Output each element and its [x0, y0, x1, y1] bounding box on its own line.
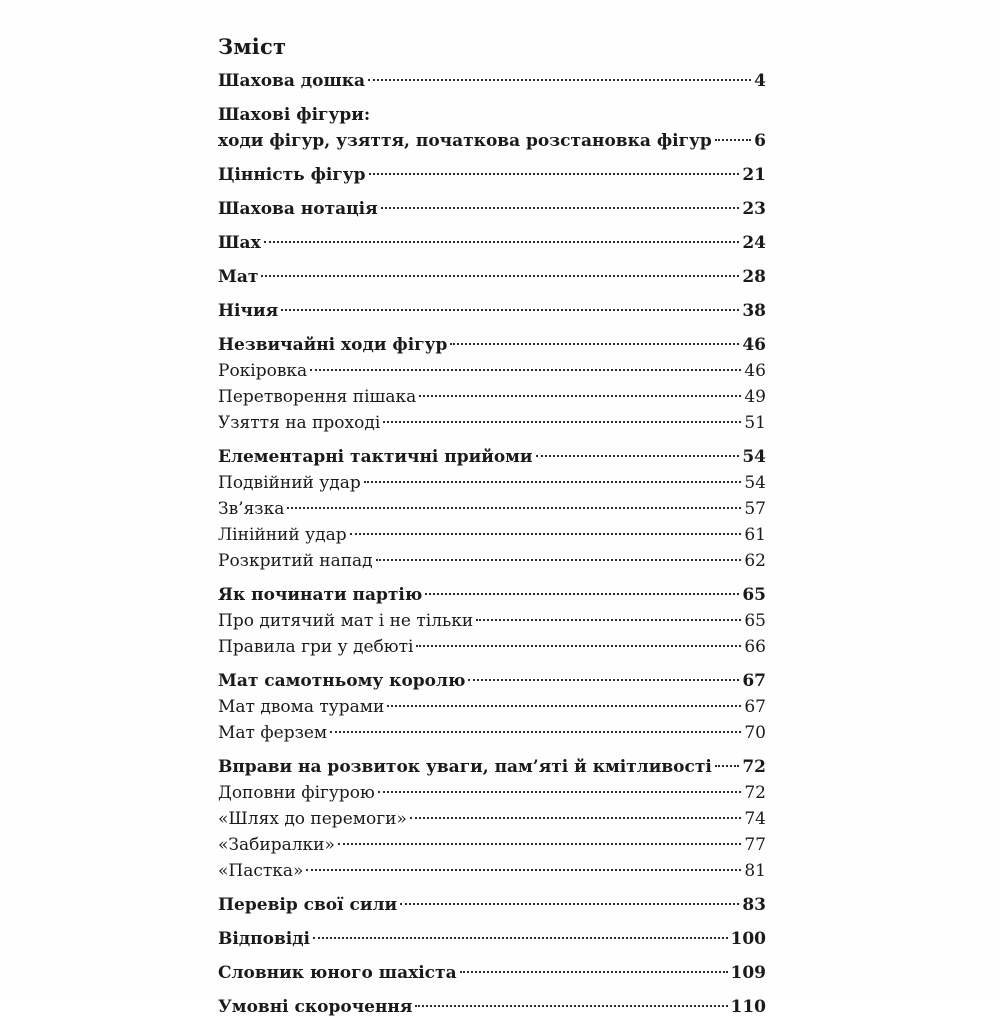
dot-leader: [715, 139, 751, 141]
toc-entry-page-number: 21: [742, 165, 766, 185]
toc-entry: [218, 806, 766, 832]
toc-entry-label: Шахові фігури:: [218, 105, 371, 125]
toc-entry-page-number: 70: [744, 723, 766, 743]
toc-entry: [218, 608, 766, 634]
dot-leader: [450, 343, 739, 345]
toc-entry-page-number: 100: [730, 929, 766, 949]
toc-entry-label: Шахова нотація: [218, 199, 378, 219]
dot-leader: [338, 843, 741, 845]
toc-entry: [218, 444, 766, 470]
toc-entry-page-number: 46: [744, 361, 766, 381]
toc-entry: [218, 926, 766, 952]
dot-leader: [287, 507, 741, 509]
toc-entry: [218, 754, 766, 780]
dot-leader: [376, 559, 742, 561]
toc-entry-label: Узяття на проході: [218, 413, 381, 433]
toc-entry: [218, 548, 766, 574]
dot-leader: [261, 275, 739, 277]
toc-entry-page-number: 77: [744, 835, 766, 855]
toc-entry-page-number: 61: [744, 525, 766, 545]
toc-entry-page-number: 110: [730, 997, 766, 1017]
toc-entry: [218, 470, 766, 496]
toc-entry-label: Шах: [218, 233, 261, 253]
toc-entry: [218, 102, 766, 128]
dot-leader: [400, 903, 739, 905]
toc-entry: [218, 162, 766, 188]
toc-entry: [218, 832, 766, 858]
toc-entry: [218, 720, 766, 746]
toc-entry: [218, 694, 766, 720]
dot-leader: [369, 173, 740, 175]
toc-entry-label: Як починати партію: [218, 585, 423, 605]
dot-leader: [378, 791, 742, 793]
toc-entry-page-number: 38: [742, 301, 766, 321]
toc-entry-label: Умовні скорочення: [218, 997, 413, 1017]
toc-entry-page-number: 66: [744, 637, 766, 657]
toc-entry-label: Про дитячий мат і не тільки: [218, 611, 474, 631]
toc-entry-label: Відповіді: [218, 929, 310, 949]
toc-entry-page-number: 6: [754, 131, 766, 151]
dot-leader: [310, 369, 741, 371]
toc-entry-page-number: 51: [744, 413, 766, 433]
toc-entry-label: «Пастка»: [218, 861, 304, 881]
toc-entry-label: Подвійний удар: [218, 473, 361, 493]
toc-entry-page-number: 72: [744, 783, 766, 803]
dot-leader: [368, 79, 751, 81]
toc-entry-label: Елементарні тактичні прийоми: [218, 447, 533, 467]
toc-entry: [218, 858, 766, 884]
page-title: Зміст: [218, 34, 287, 59]
dot-leader: [425, 593, 739, 595]
toc-entry-page-number: 67: [744, 697, 766, 717]
dot-leader: [313, 937, 728, 939]
toc-entry-label: Мат двома турами: [218, 697, 385, 717]
dot-leader: [468, 679, 739, 681]
toc-entry: [218, 264, 766, 290]
toc-entry-page-number: 81: [744, 861, 766, 881]
toc-list: [218, 68, 766, 1020]
toc-entry: [218, 960, 766, 986]
toc-entry-label: Доповни фігурою: [218, 783, 375, 803]
toc-entry-page-number: 54: [744, 473, 766, 493]
dot-leader: [410, 817, 742, 819]
toc-entry-label: Мат ферзем: [218, 723, 328, 743]
toc-entry-label: Незвичайні ходи фігур: [218, 335, 448, 355]
dot-leader: [476, 619, 741, 621]
toc-entry-page-number: 46: [742, 335, 766, 355]
toc-entry-label: Зв’язка: [218, 499, 285, 519]
toc-entry: [218, 410, 766, 436]
toc-entry-page-number: 23: [742, 199, 766, 219]
dot-leader: [330, 731, 741, 733]
toc-entry: [218, 230, 766, 256]
toc-entry: [218, 522, 766, 548]
toc-entry-page-number: 49: [744, 387, 766, 407]
toc-entry-page-number: 67: [742, 671, 766, 691]
toc-entry-page-number: 72: [742, 757, 766, 777]
toc-entry: [218, 298, 766, 324]
toc-entry-label: Розкритий напад: [218, 551, 373, 571]
dot-leader: [715, 765, 739, 767]
toc-entry-label: «Шлях до перемоги»: [218, 809, 407, 829]
toc-entry-page-number: 65: [744, 611, 766, 631]
toc-entry: [218, 128, 766, 154]
toc-entry-page-number: 4: [754, 71, 766, 91]
toc-entry-page-number: 57: [744, 499, 766, 519]
dot-leader: [419, 395, 741, 397]
toc-entry-label: Лінійний удар: [218, 525, 347, 545]
toc-entry: [218, 892, 766, 918]
toc-entry: [218, 634, 766, 660]
toc-entry: [218, 196, 766, 222]
toc-entry-page-number: 74: [744, 809, 766, 829]
toc-entry: [218, 332, 766, 358]
dot-leader: [281, 309, 739, 311]
toc-entry-page-number: 24: [742, 233, 766, 253]
toc-entry: [218, 668, 766, 694]
dot-leader: [460, 971, 728, 973]
toc-entry: [218, 994, 766, 1020]
toc-entry-page-number: 62: [744, 551, 766, 571]
toc-entry-page-number: 109: [730, 963, 766, 983]
dot-leader: [364, 481, 742, 483]
toc-entry-label: ходи фігур, узяття, початкова розстановка фігур: [218, 131, 712, 151]
toc-entry-page-number: 83: [742, 895, 766, 915]
toc-entry-label: Нічия: [218, 301, 279, 321]
toc-entry: [218, 780, 766, 806]
dot-leader: [416, 645, 741, 647]
toc-entry: [218, 582, 766, 608]
toc-entry-label: Вправи на розвиток уваги, пам’яті й кмітливості: [218, 757, 712, 777]
toc-entry-label: Мат: [218, 267, 259, 287]
dot-leader: [383, 421, 741, 423]
toc-entry-label: Перевір свої сили: [218, 895, 398, 915]
toc-entry-label: Мат самотньому королю: [218, 671, 466, 691]
dot-leader: [387, 705, 741, 707]
toc-entry: [218, 384, 766, 410]
toc-entry-label: «Забиралки»: [218, 835, 335, 855]
toc-entry: [218, 68, 766, 94]
toc-entry-page-number: 65: [742, 585, 766, 605]
toc-entry-label: Правила гри у дебюті: [218, 637, 414, 657]
dot-leader: [264, 241, 740, 243]
toc-entry: [218, 358, 766, 384]
dot-leader: [350, 533, 742, 535]
toc-entry-label: Рокіровка: [218, 361, 308, 381]
toc-entry-page-number: 54: [742, 447, 766, 467]
toc-entry-label: Перетворення пішака: [218, 387, 417, 407]
toc-entry-label: Шахова дошка: [218, 71, 366, 91]
toc-entry-label: Цінність фігур: [218, 165, 366, 185]
toc-entry: [218, 496, 766, 522]
dot-leader: [306, 869, 741, 871]
dot-leader: [536, 455, 740, 457]
toc-entry-label: Словник юного шахіста: [218, 963, 457, 983]
dot-leader: [415, 1005, 727, 1007]
dot-leader: [381, 207, 740, 209]
toc-entry-page-number: 28: [742, 267, 766, 287]
